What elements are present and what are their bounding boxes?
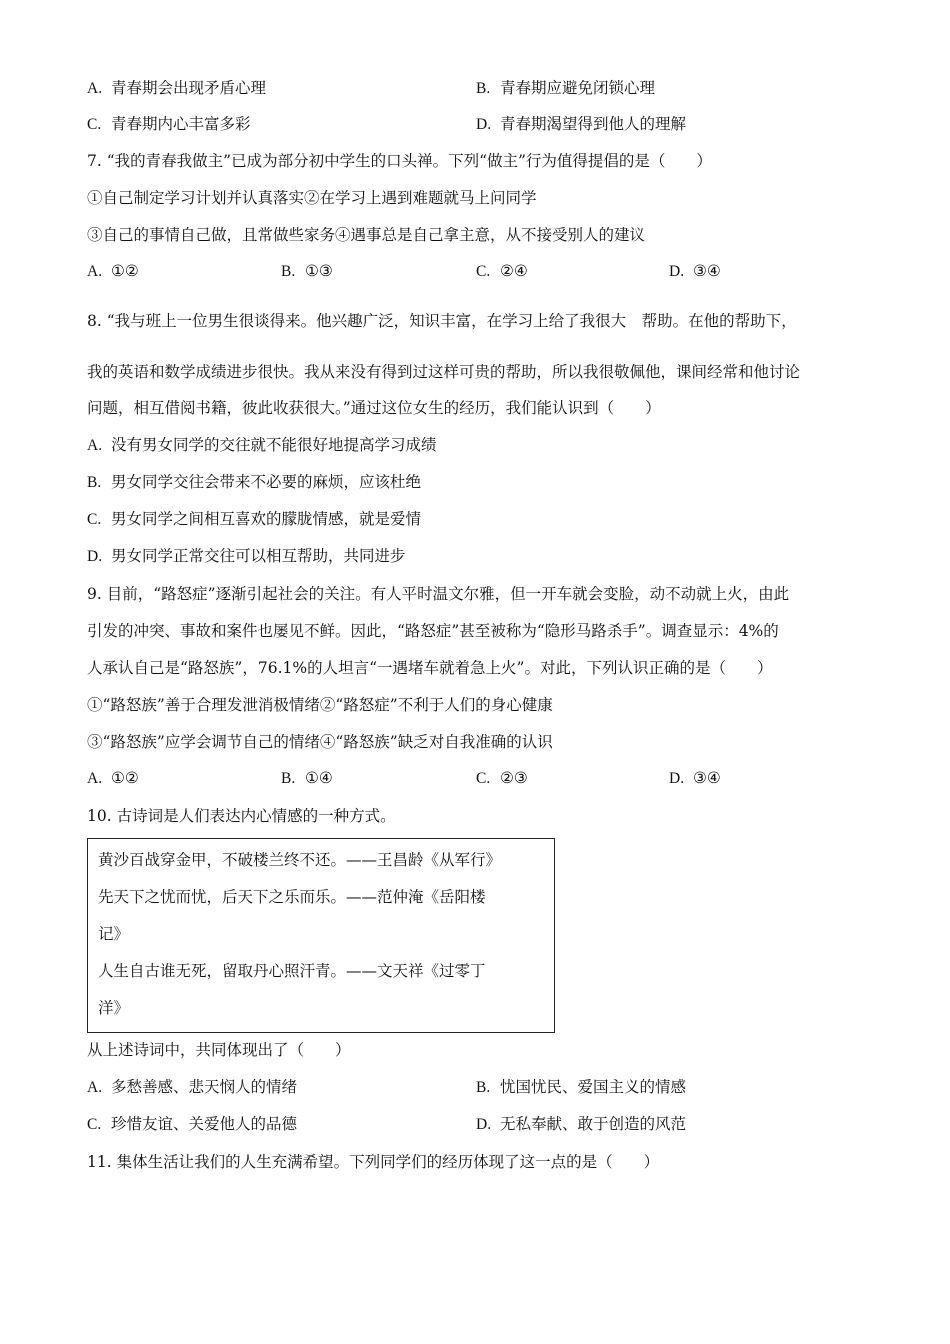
- q6-option-b: [476, 78, 655, 99]
- option-letter: C.: [87, 1116, 102, 1133]
- option-text: 青春期会出现矛盾心理: [111, 79, 267, 97]
- option-letter: C.: [87, 116, 102, 133]
- q9-stem-line: 9. 目前，“路怒症”逐渐引起社会的关注。有人平时温文尔雅，但一开车就会变脸，动不动就上火，由此: [87, 585, 790, 603]
- poem-line: 记》: [98, 925, 130, 943]
- option-text: ②③: [500, 769, 528, 787]
- q8-option-a: [87, 435, 437, 456]
- option-text: 珍惜友谊、关爱他人的品德: [111, 1115, 298, 1133]
- option-text: 青春期内心丰富多彩: [111, 115, 251, 133]
- q7-item-line: ③自己的事情自己做，且常做些家务④遇事总是自己拿主意，从不接受别人的建议: [87, 226, 646, 244]
- q9-option-b: [281, 768, 333, 789]
- option-text: 无私奉献、敢于创造的风范: [500, 1115, 687, 1133]
- option-letter: C.: [476, 770, 491, 787]
- q8-stem-line: 问题，相互借阅书籍，彼此收获很大。”通过这位女生的经历，我们能认识到（ ）: [87, 399, 661, 417]
- option-text: ①②: [111, 262, 139, 280]
- option-letter: A.: [87, 263, 103, 280]
- option-text: 青春期应避免闭锁心理: [500, 79, 656, 97]
- poem-line: 人生自古谁无死，留取丹心照汗青。——文天祥《过零丁: [98, 962, 486, 980]
- q8-stem-line: 我的英语和数学成绩进步很快。我从来没有得到过这样可贵的帮助，所以我很敬佩他，课间经常和他讨论: [87, 363, 801, 381]
- q7-stem: 7. “我的青春我做主”已成为部分初中学生的口头禅。下列“做主”行为值得提倡的是（ ）: [87, 152, 712, 170]
- option-text: ①③: [305, 262, 333, 280]
- q10-option-c: [87, 1114, 297, 1135]
- q7-option-b: [281, 261, 333, 282]
- q10-stem: 10. 古诗词是人们表达内心情感的一种方式。: [87, 807, 396, 825]
- q9-option-d: [669, 768, 721, 789]
- q10-option-a: [87, 1077, 297, 1098]
- option-letter: A.: [87, 437, 103, 454]
- q7-option-c: [476, 261, 528, 282]
- option-letter: D.: [87, 548, 103, 565]
- option-text: 多愁善感、悲天悯人的情绪: [111, 1078, 298, 1096]
- option-text: 男女同学交往会带来不必要的麻烦，应该杜绝: [111, 473, 422, 491]
- option-letter: A.: [87, 770, 103, 787]
- q8-option-b: [87, 472, 421, 493]
- option-letter: B.: [281, 263, 296, 280]
- option-letter: C.: [87, 511, 102, 528]
- option-text: ③④: [693, 262, 721, 280]
- poem-box: [87, 838, 555, 1033]
- option-letter: D.: [669, 263, 685, 280]
- q9-stem-line: 人承认自己是“路怒族”，76.1%的人坦言“一遇堵车就着急上火”。对此，下列认识正确的是（ ）: [87, 659, 773, 677]
- option-letter: D.: [476, 1116, 492, 1133]
- option-text: ①②: [111, 769, 139, 787]
- q10-question: 从上述诗词中，共同体现出了（ ）: [87, 1041, 351, 1059]
- option-text: 忧国忧民、爱国主义的情感: [500, 1078, 687, 1096]
- q10-option-b: [476, 1077, 686, 1098]
- q6-option-c: [87, 114, 251, 135]
- q11-stem: 11. 集体生活让我们的人生充满希望。下列同学们的经历体现了这一点的是（ ）: [87, 1153, 660, 1171]
- poem-line: 先天下之忧而忧，后天下之乐而乐。——范仲淹《岳阳楼: [98, 888, 486, 906]
- option-letter: B.: [476, 1079, 491, 1096]
- option-text: ②④: [500, 262, 528, 280]
- q6-option-a: [87, 78, 266, 99]
- option-text: ③④: [693, 769, 721, 787]
- q8-stem-line: 8. “我与班上一位男生很谈得来。他兴趣广泛，知识丰富，在学习上给了我很大 帮助。在他的帮助下，: [87, 312, 797, 330]
- option-letter: A.: [87, 80, 103, 97]
- q7-option-d: [669, 261, 721, 282]
- option-letter: D.: [669, 770, 685, 787]
- option-letter: B.: [476, 80, 491, 97]
- option-text: 青春期渴望得到他人的理解: [500, 115, 687, 133]
- q9-option-c: [476, 768, 528, 789]
- option-letter: B.: [281, 770, 296, 787]
- q9-item-line: ③“路怒族”应学会调节自己的情绪④“路怒族”缺乏对自我准确的认识: [87, 733, 553, 751]
- q7-item-line: ①自己制定学习计划并认真落实②在学习上遇到难题就马上问同学: [87, 189, 537, 207]
- option-letter: C.: [476, 263, 491, 280]
- option-text: ①④: [305, 769, 333, 787]
- option-letter: B.: [87, 474, 102, 491]
- q9-option-a: [87, 768, 139, 789]
- q8-option-d: [87, 546, 406, 567]
- option-letter: A.: [87, 1079, 103, 1096]
- option-text: 男女同学正常交往可以相互帮助，共同进步: [111, 547, 406, 565]
- q7-option-a: [87, 261, 139, 282]
- poem-line: 黄沙百战穿金甲，不破楼兰终不还。——王昌龄《从军行》: [98, 851, 502, 869]
- q6-option-d: [476, 114, 686, 135]
- option-letter: D.: [476, 116, 492, 133]
- q10-option-d: [476, 1114, 686, 1135]
- poem-line: 洋》: [98, 999, 130, 1017]
- q9-item-line: ①“路怒族”善于合理发泄消极情绪②“路怒症”不利于人们的身心健康: [87, 696, 553, 714]
- option-text: 男女同学之间相互喜欢的朦胧情感，就是爱情: [111, 510, 422, 528]
- option-text: 没有男女同学的交往就不能很好地提高学习成绩: [111, 436, 437, 454]
- q8-option-c: [87, 509, 421, 530]
- q9-stem-line: 引发的冲突、事故和案件也屡见不鲜。因此，“路怒症”甚至被称为“隐形马路杀手”。调查显示：4%的: [87, 622, 779, 640]
